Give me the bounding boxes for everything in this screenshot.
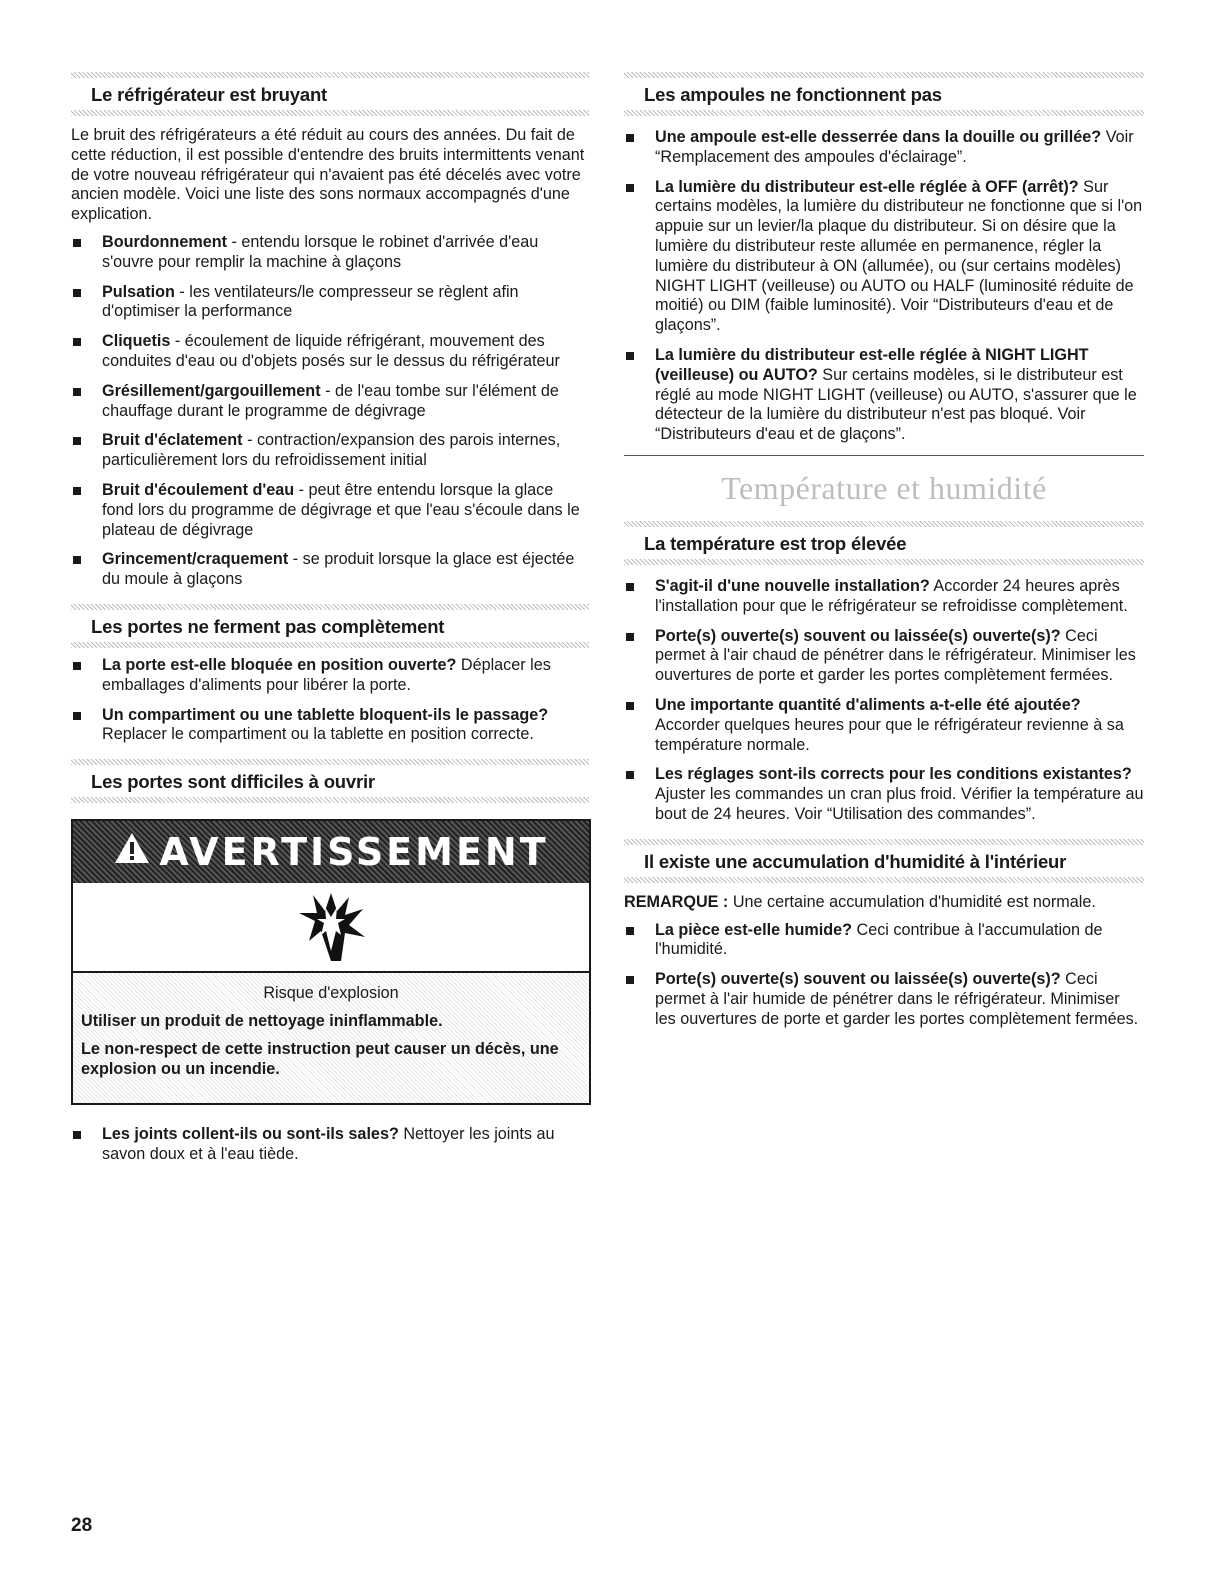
humidity-note [624,893,1144,913]
list-item-text: Déplacer les emballages d'aliments pour libérer la porte. [102,655,551,694]
list-item-lead: Une ampoule est-elle desserrée dans la douille ou grillée? [655,128,1102,146]
list-item [71,550,589,590]
list-item-text: Accorder 24 heures après l'installation pour que le réfrigérateur se refroidisse complètement. [655,576,1128,615]
humidity-note-label: REMARQUE : [624,892,729,911]
bulbs-list [624,128,1144,445]
warning-header-text: AVERTISSEMENT [159,830,549,875]
list-item [624,970,1144,1029]
warning-box [71,819,591,1105]
list-item-text: - les ventilateurs/le compresseur se règlent afin d'optimiser la performance [102,282,519,321]
list-item-text: Ajuster les commandes un cran plus froid. Vérifier la température au bout de 24 heures. Voir “Utilisation des commandes”. [655,785,1144,823]
list-item-text: - entendu lorsque le robinet d'arrivée d'eau s'ouvre pour remplir la machine à glaçons [102,232,539,271]
list-item-text: Sur certains modèles, la lumière du distributeur ne fonctionne que si l'on appuie sur un levier/la plaque du distributeur. Si on désire que la lumière du distributeur reste allumée en permanence, régler la lumière du distributeur à ON (allumée), ou (sur certains modèles) NIGHT LIGHT (veilleuse) ou AUTO ou HALF (luminosité réduite de moitié) ou DIM (faible luminosité). Voir “Distributeurs d'eau et de glaçons”. [655,177,1143,335]
section-title-bulbs: Les ampoules ne fonctionnent pas [644,84,942,105]
banner-temperature-humidity: Température et humidité [721,469,1047,506]
list-item-lead: Pulsation [102,282,175,301]
list-item [71,706,589,746]
warning-risk: Risque d'explosion [263,984,399,1003]
heading-rule [624,559,1144,565]
list-item-lead: La pièce est-elle humide? [655,920,853,939]
warning-header [73,821,589,883]
list-item-lead: Bourdonnement [102,232,227,251]
list-item-lead: La porte est-elle bloquée en position ouverte? [102,655,457,674]
list-item [624,577,1144,617]
list-item-text: Voir “Remplacement des ampoules d'éclairage”. [655,128,1134,166]
list-item-text: Accorder quelques heures pour que le réfrigérateur revienne à sa température normale. [655,715,1124,754]
list-item [71,233,589,273]
list-item-lead: Grésillement/gargouillement [102,381,321,400]
list-item [71,1125,589,1165]
humidity-note-text: Une certaine accumulation d'humidité est normale. [728,892,1096,911]
list-item-text: - de l'eau tombe sur l'élément de chauffage durant le programme de dégivrage [102,381,559,420]
list-item-lead: Grincement/craquement [102,550,289,569]
list-item-lead: Cliquetis [102,332,171,351]
section-title-doors-close: Les portes ne ferment pas complètement [91,615,445,637]
explosion-icon [73,883,589,973]
section-title-temperature: La température est trop élevée [644,532,907,554]
list-item [624,627,1144,686]
warning-triangle-icon [113,830,151,874]
doors-open-list [71,1125,589,1165]
list-item [624,178,1144,336]
list-item [71,481,589,540]
list-item [71,431,589,471]
list-item-lead: La lumière du distributeur est-elle réglée à NIGHT LIGHT (veilleuse) ou AUTO? [655,345,1089,384]
list-item-text: - peut être entendu lorsque la glace fond lors du programme de dégivrage et que l'eau s'écoule dans le plateau de dégivrage [102,480,580,539]
list-item [624,921,1144,961]
list-item-lead: Porte(s) ouverte(s) souvent ou laissée(s) ouverte(s)? [655,970,1061,989]
doors-close-list [71,656,589,745]
warning-instruction: Utiliser un produit de nettoyage ininflammable. [81,1012,443,1031]
heading-rule [71,110,589,116]
list-item-text: Ceci permet à l'air chaud de pénétrer dans le réfrigérateur. Minimiser les ouvertures de porte et garder les portes complètement fermées. [655,626,1136,685]
list-item-lead: La lumière du distributeur est-elle réglée à OFF (arrêt)? [655,177,1079,196]
heading-rule [71,797,589,803]
list-item-lead: Bruit d'écoulement d'eau [102,480,295,499]
list-item-text: Ceci permet à l'air humide de pénétrer dans le réfrigérateur. Minimiser les ouvertures de porte et garder les portes complètement fermées. [655,970,1139,1028]
list-item-text: - écoulement de liquide réfrigérant, mouvement des conduites d'eau ou d'objets posés sur le dessus du réfrigérateur [102,332,560,370]
list-item [71,382,589,422]
noise-intro: Le bruit des réfrigérateurs a été réduit au cours des années. Du fait de cette réduction, il est possible d'entendre des bruits intermittents venant de votre nouveau réfrigérateur qui n'avaient pas été décelés avec votre ancien modèle. Voici une liste des sons normaux accompagnés d'une explication. [71,126,585,224]
left-column [71,72,589,1175]
heading-rule [71,642,589,648]
page-number: 28 [71,1515,93,1536]
list-item-lead: Porte(s) ouverte(s) souvent ou laissée(s) ouverte(s)? [655,626,1061,645]
list-item-lead: Les joints collent-ils ou sont-ils sales? [102,1125,399,1144]
right-column [624,72,1144,1040]
section-title-humidity: Il existe une accumulation d'humidité à l'intérieur [644,850,1067,872]
list-item [624,346,1144,445]
section-title-noise: Le réfrigérateur est bruyant [91,84,328,105]
list-item-text: - se produit lorsque la glace est éjectée du moule à glaçons [102,550,575,589]
list-item-text: Nettoyer les joints au savon doux et à l'eau tiède. [102,1125,555,1163]
humidity-list [624,921,1144,1030]
list-item-text: Ceci contribue à l'accumulation de l'humidité. [655,920,1103,959]
list-item-text: - contraction/expansion des parois internes, particulièrement lors du refroidissement initial [102,431,561,470]
list-item [71,332,589,372]
list-item-lead: Les réglages sont-ils corrects pour les conditions existantes? [655,765,1132,784]
list-item-lead: Un compartiment ou une tablette bloquent-ils le passage? [102,705,549,724]
list-item [71,283,589,323]
list-item [624,128,1144,168]
heading-rule [624,877,1144,883]
noise-list [71,233,589,590]
list-item-text: Replacer le compartiment ou la tablette en position correcte. [102,725,534,744]
list-item-lead: Bruit d'éclatement [102,431,243,450]
section-title-doors-open: Les portes sont difficiles à ouvrir [91,771,375,793]
warning-body [73,973,589,1103]
list-item-lead: S'agit-il d'une nouvelle installation? [655,576,930,595]
list-item [624,696,1144,755]
list-item-text: Sur certains modèles, si le distributeur est réglé au mode NIGHT LIGHT (veilleuse) ou AUTO, s'assurer que le détecteur de la lumière du distributeur n'est pas bloqué. Voir “Distributeurs d'eau et de glaçons”. [655,365,1137,444]
list-item [71,656,589,696]
temperature-list [624,577,1144,825]
list-item-lead: Une importante quantité d'aliments a-t-elle été ajoutée? [655,695,1081,714]
list-item [624,765,1144,824]
warning-consequence: Le non-respect de cette instruction peut causer un décès, une explosion ou un incendie. [81,1040,559,1079]
heading-rule [624,110,1144,116]
